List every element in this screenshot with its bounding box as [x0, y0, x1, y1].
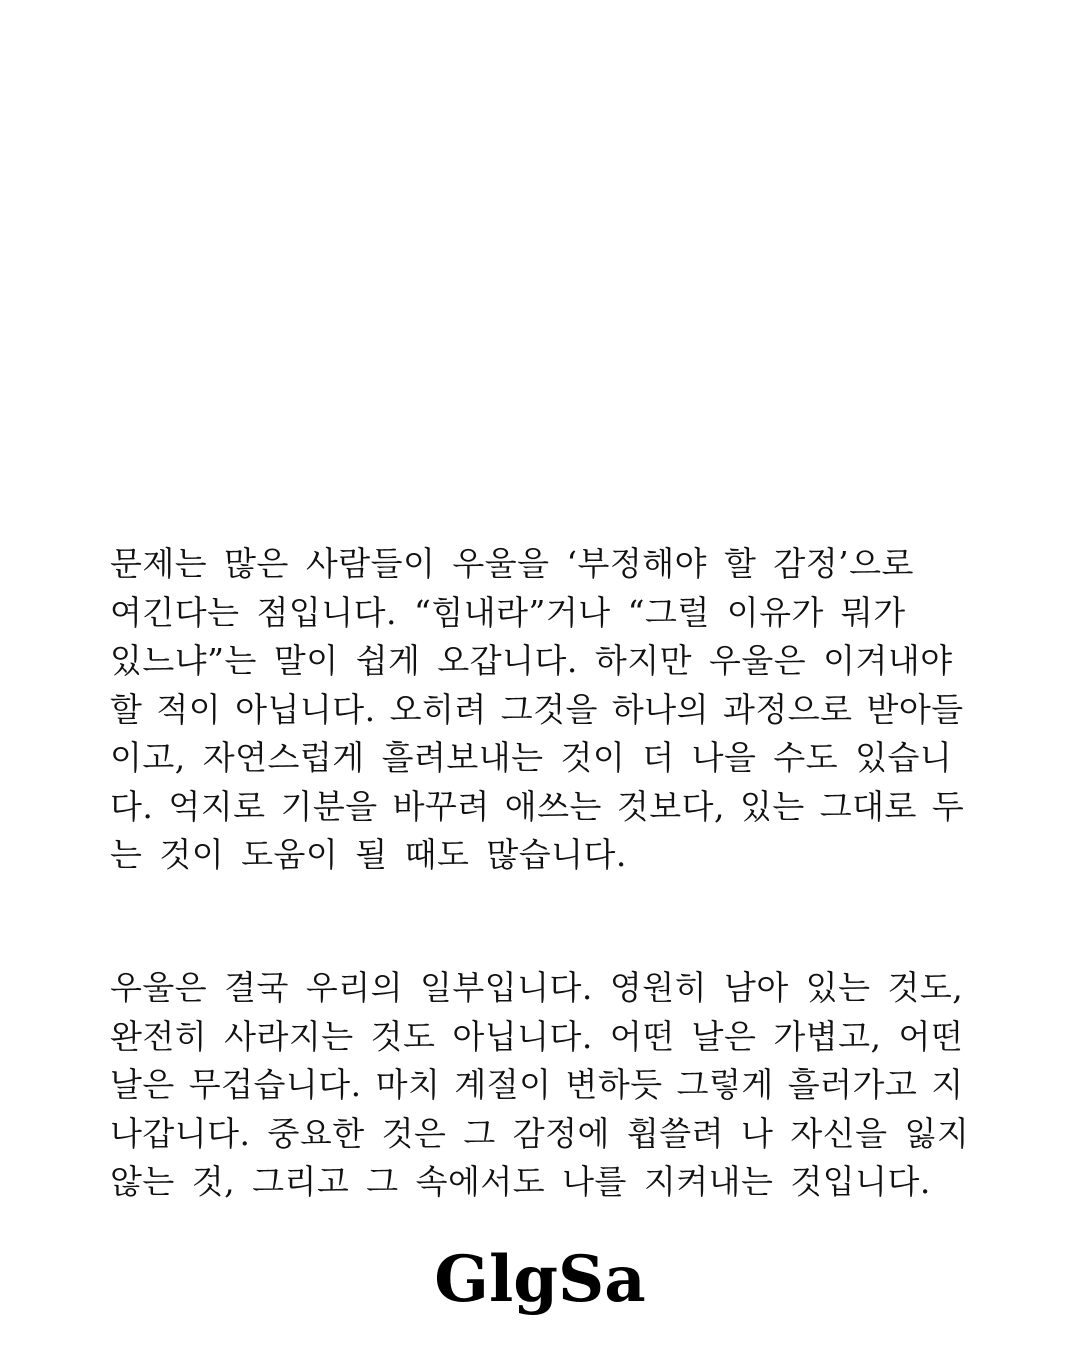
paragraph-1	[110, 540, 970, 880]
paragraph-line: 는 것이 도움이 될 때도 많습니다.	[110, 835, 627, 874]
paragraph-line: 완전히 사라지는 것도 아닙니다. 어떤 날은 가볍고, 어떤	[110, 1016, 964, 1056]
paragraph-line: 문제는 많은 사람들이 우울을 ‘부정해야 할 감정’으로	[110, 544, 914, 583]
paragraph-line: 우울은 결국 우리의 일부입니다. 영원히 남아 있는 것도,	[110, 968, 964, 1007]
paragraph-line: 날은 무겁습니다. 마치 계절이 변하듯 그렇게 흘러가고 지	[110, 1065, 964, 1104]
paragraph-line: 있느냐”는 말이 쉽게 오갑니다. 하지만 우울은 이겨내야	[110, 641, 953, 680]
paragraph-line: 할 적이 아닙니다. 오히려 그것을 하나의 과정으로 받아들	[110, 689, 964, 729]
brand-logo: GlgSa	[434, 1242, 646, 1317]
paragraph-line: 나갑니다. 중요한 것은 그 감정에 휩쓸려 나 자신을 잃지	[110, 1113, 970, 1153]
paragraph-line: 않는 것, 그리고 그 속에서도 나를 지켜내는 것입니다.	[110, 1162, 931, 1201]
paragraph-line: 이고, 자연스럽게 흘려보내는 것이 더 나을 수도 있습니	[110, 738, 953, 777]
paragraph-line: 다. 억지로 기분을 바꾸려 애쓰는 것보다, 있는 그대로 두	[110, 786, 965, 826]
paragraph-2	[110, 964, 970, 1207]
paragraph-line: 여긴다는 점입니다. “힘내라”거나 “그럴 이유가 뭐가	[110, 592, 906, 632]
